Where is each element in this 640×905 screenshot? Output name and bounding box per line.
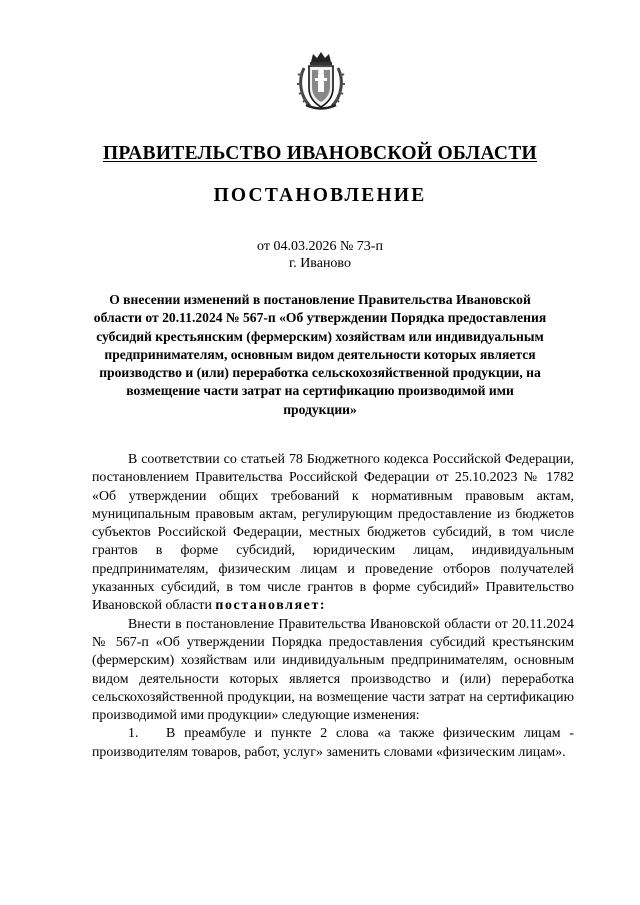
list-item [92,725,574,762]
intro-paragraph: Внести в постановление Правительства Ивановской области от 20.11.2024 № 567-п «Об утверждении Порядка предоставления субсидий крестьянским (фермерским) хозяйствам или индивидуальным предпринимателям, основным видом деятельности которых является производство и (или) переработка сельскохозяйственной продукции, на возмещение части затрат на сертификацию производимой ими продукции» следующие изменения: [92,616,574,724]
document-city: г. Иваново [289,256,351,271]
document-date-number: от 04.03.2026 № 73-п [257,239,383,254]
item-text: В преамбуле и пункте 2 слова «а также физическим лицам - производителям товаров, работ, услуг» заменить словами «физическим лицам». [92,726,574,760]
preamble-text: В соответствии со статьей 78 Бюджетного кодекса Российской Федерации, постановлением Правительства Российской Федерации от 25.10.2023 № 1782 «Об утверждении общих требований к нормативным правовым актам, муниципальным правовым актам, регулирующим предоставление из бюджетов субъектов Российской Федерации, местных бюджетов субсидий, в том числе грантов в форме субсидий, юридическим лицам, индивидуальным предпринимателям, физическим лицам и проведение отборов получателей указанных субсидий, в том числе грантов в форме субсидий» Правительство Ивановской области [92,452,574,614]
coat-of-arms-icon [296,50,346,112]
item-number: 1. [128,726,139,742]
document-subject: О внесении изменений в постановление Правительства Ивановской области от 20.11.2024 № 567-п «Об утверждении Порядка предоставления субсидий крестьянским (фермерским) хозяйствам или индивидуальным предпринимателям, основным видом деятельности которых является производство и (или) переработка сельскохозяйственной продукции, на возмещение части затрат на сертификацию производимой ими продукции» [93,292,547,417]
preamble-paragraph [92,451,574,616]
document-body [92,451,574,762]
document-type-title: ПОСТАНОВЛЕНИЕ [213,185,427,206]
government-title: ПРАВИТЕЛЬСТВО ИВАНОВСКОЙ ОБЛАСТИ [102,143,538,164]
decree-word: постановляет: [215,598,327,614]
